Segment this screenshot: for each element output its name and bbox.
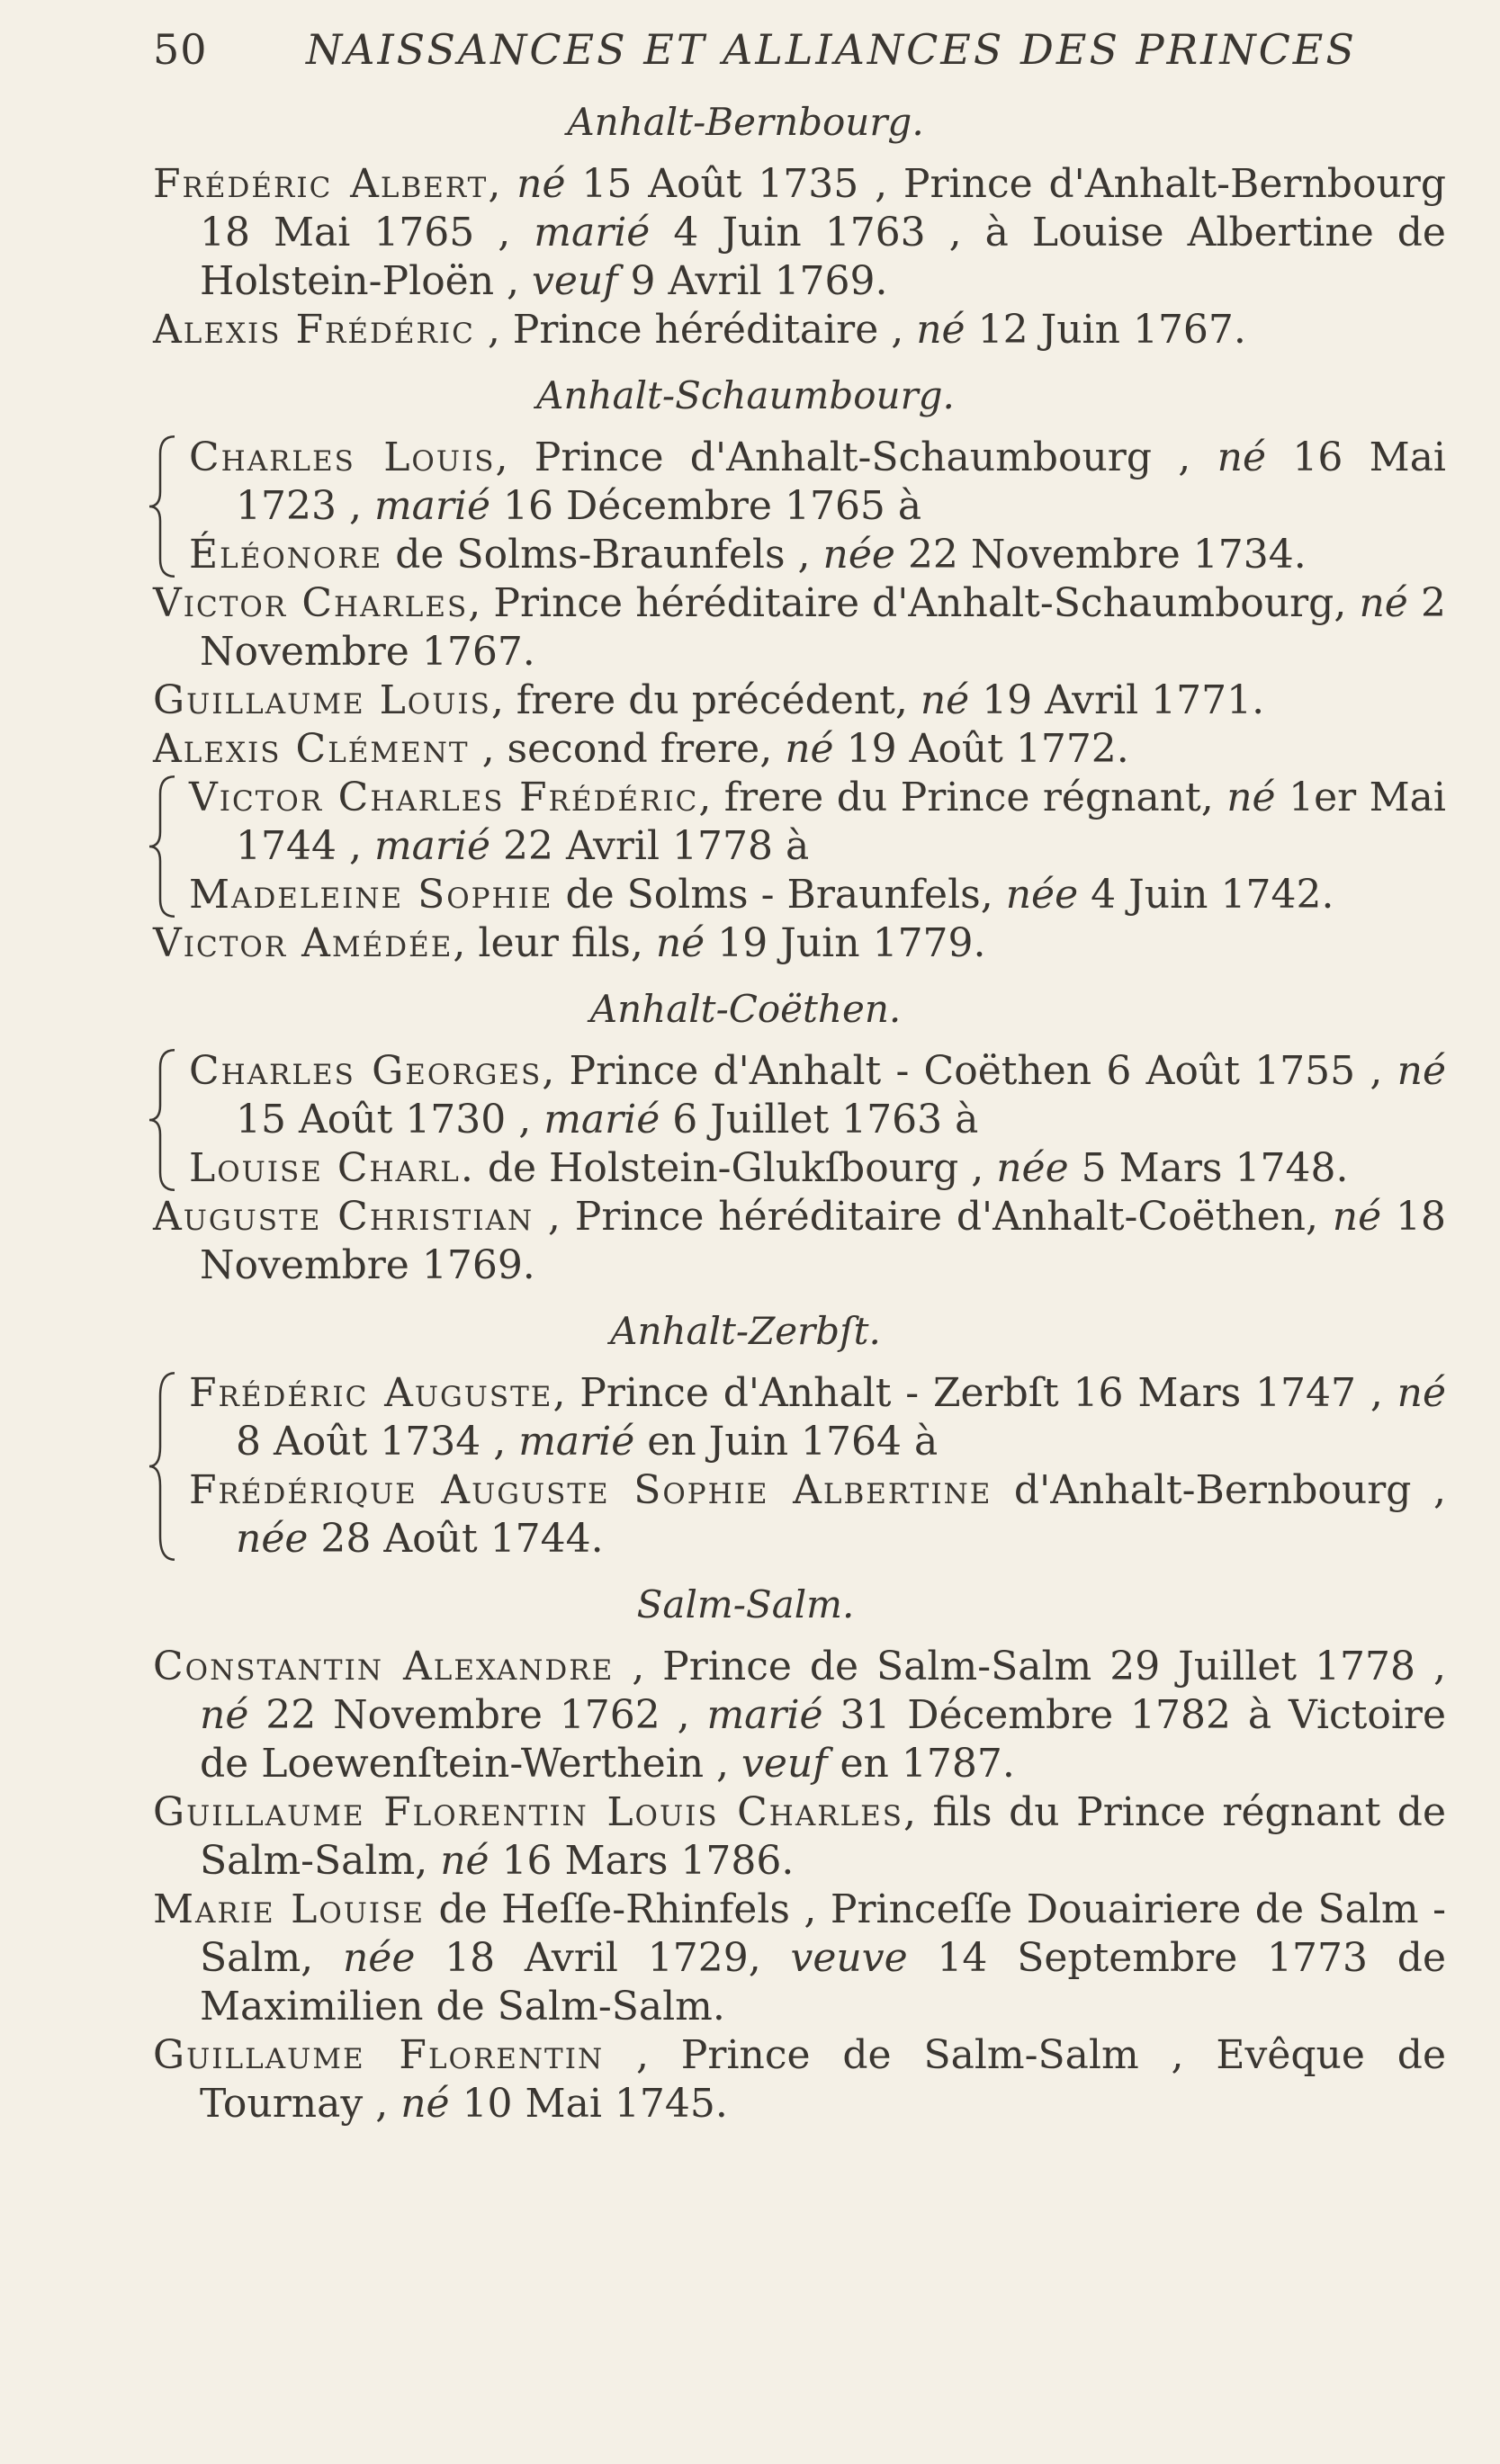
entry-charles-georges: Charles Georges, Prince d'Anhalt - Coëthen 6 Août 1755 , né 15 Août 1730 , marié 6 Juillet 1763 à: [189, 1048, 1447, 1142]
marriage-group-charles-louis: [153, 434, 1446, 579]
entry-victor-charles: Victor Charles, Prince héréditaire d'Anhalt-Schaumbourg, né 2 Novembre 1767.: [153, 580, 1447, 675]
entry-constantin-alexandre: Constantin Alexandre , Prince de Salm-Salm 29 Juillet 1778 , né 22 Novembre 1762 , marié 31 Décembre 1782 à Victoire de Loewenſtein-Werthein , veuf en 1787.: [153, 1644, 1447, 1787]
entry-guillaume-florentin: Guillaume Florentin , Prince de Salm-Salm , Evêque de Tournay , né 10 Mai 1745.: [153, 2032, 1446, 2127]
entry-auguste-christian: Auguste Christian , Prince héréditaire d'Anhalt-Coëthen, né 18 Novembre 1769.: [153, 1194, 1446, 1288]
marriage-group-charles-georges: [153, 1047, 1446, 1193]
section-title-schaumbourg: Anhalt-Schaumbourg.: [536, 373, 955, 417]
page-number: 50: [153, 25, 208, 74]
entry-guillaume-louis: Guillaume Louis, frere du précédent, né 19 Avril 1771.: [153, 677, 1265, 723]
entry-frederique-auguste: Frédérique Auguste Sophie Albertine d'Anhalt-Bernbourg , née 28 Août 1744.: [189, 1467, 1446, 1562]
entry-alexis-clement: Alexis Clément , second frere, né 19 Août 1772.: [153, 726, 1129, 772]
section-title-coethen: Anhalt-Coëthen.: [589, 987, 902, 1031]
marriage-group-victor-charles-frederic: [153, 774, 1446, 919]
entry-charles-louis: Charles Louis, Prince d'Anhalt-Schaumbourg , né 16 Mai 1723 , marié 16 Décembre 1765 à: [189, 435, 1447, 529]
entry-victor-amedee: Victor Amédée, leur fils, né 19 Juin 1779.: [153, 920, 986, 966]
section-title-salm: Salm-Salm.: [636, 1582, 855, 1626]
section-title-bernbourg: Anhalt-Bernbourg.: [567, 100, 924, 144]
entry-marie-louise: Marie Louise de Heſſe-Rhinfels , Princeſſe Douairiere de Salm - Salm, née 18 Avril 1729, veuve 14 Septembre 1773 de Maximilien de Salm-Salm.: [153, 1886, 1447, 2029]
entry-madeleine-sophie: Madeleine Sophie de Solms - Braunfels, née 4 Juin 1742.: [189, 872, 1334, 918]
entry-eleonore: Éléonore de Solms-Braunfels , née 22 Novembre 1734.: [189, 532, 1307, 578]
marriage-group-frederic-auguste: [153, 1369, 1446, 1564]
running-title: NAISSANCES ET ALLIANCES DES PRINCES: [306, 25, 1357, 74]
entry-victor-charles-frederic: Victor Charles Frédéric, frere du Prince régnant, né 1er Mai 1744 , marié 22 Avril 1778 à: [189, 775, 1446, 869]
section-title-zerbst: Anhalt-Zerbſt.: [610, 1309, 881, 1353]
entry-alexis-frederic: Alexis Frédéric , Prince héréditaire , né 12 Juin 1767.: [153, 307, 1246, 353]
brace-icon: [144, 1047, 178, 1193]
entry-guillaume-florentin-louis-charles: Guillaume Florentin Louis Charles, fils du Prince régnant de Salm-Salm, né 16 Mars 1786.: [153, 1789, 1446, 1884]
brace-icon: [144, 434, 178, 579]
brace-icon: [144, 774, 178, 919]
entry-frederic-auguste: Frédéric Auguste, Prince d'Anhalt - Zerbſt 16 Mars 1747 , né 8 Août 1734 , marié en Juin 1764 à: [189, 1370, 1446, 1465]
brace-icon: [144, 1369, 178, 1564]
entry-frederic-albert: Frédéric Albert, né 15 Août 1735 , Prince d'Anhalt-Bernbourg 18 Mai 1765 , marié 4 Juin 1763 , à Louise Albertine de Holstein-Ploën , veuf 9 Avril 1769.: [153, 161, 1446, 304]
entry-louise-charl: Louise Charl. de Holstein-Glukſbourg , née 5 Mars 1748.: [189, 1145, 1349, 1191]
running-head: [153, 18, 1446, 81]
